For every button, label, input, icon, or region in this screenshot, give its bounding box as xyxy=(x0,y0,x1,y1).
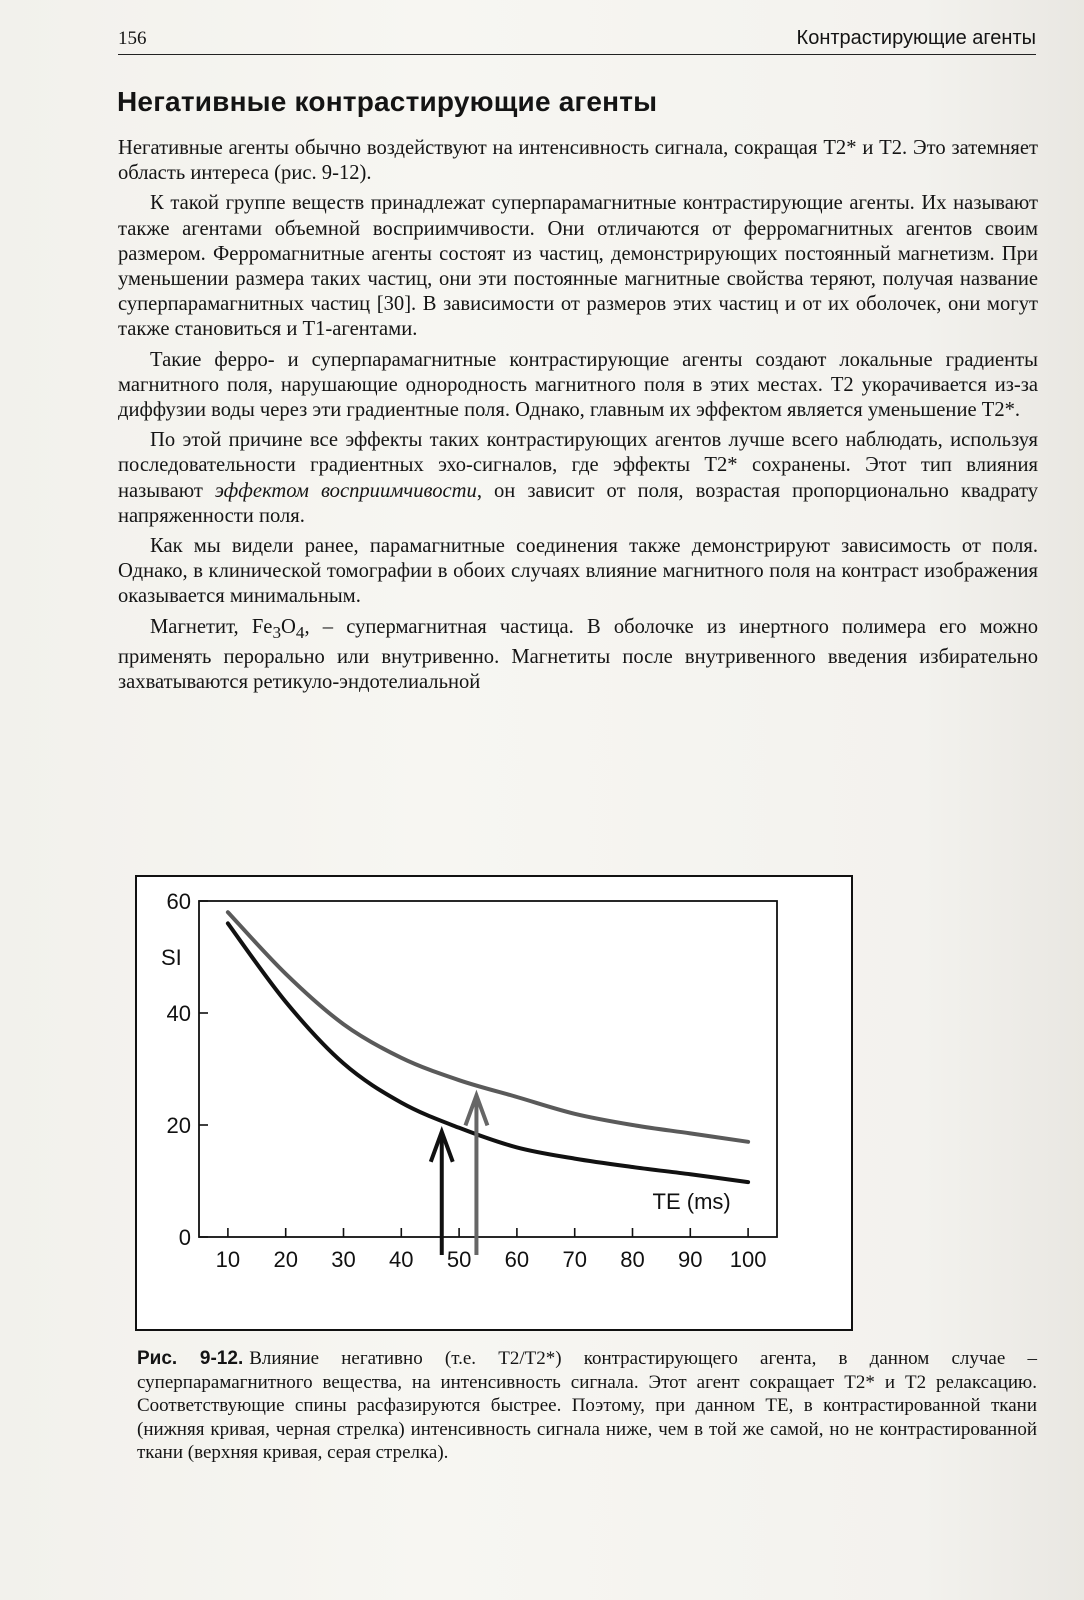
x-tick-label: 80 xyxy=(620,1247,645,1272)
paragraph-4-emphasis: эффектом восприимчивости xyxy=(214,479,477,502)
paragraph-6 xyxy=(118,615,1038,696)
x-axis-label: TE (ms) xyxy=(652,1189,731,1214)
x-tick-label: 30 xyxy=(331,1247,356,1272)
x-tick-label: 50 xyxy=(446,1247,472,1272)
caption-label: Рис. 9-12. xyxy=(137,1348,244,1369)
formula-subscript-4: 4 xyxy=(295,622,305,642)
caption-text: Влияние негативно (т.е. T2/T2*) контрастирующего агента, в данном случае – суперпарамагнитного вещества, на интенсивность сигнала. Этот агент сокращает T2* и T2 релаксацию. Соответствующие спины расфазируются быстрее. Поэтому, при данном TE, в контрастированной ткани (нижняя кривая, черная стрелка) интенсивность сигнала ниже, чем в той же самой, но не контрастированной ткани (верхняя кривая, серая стрелка). xyxy=(137,1348,1037,1463)
x-tick-label: 100 xyxy=(729,1247,767,1272)
si-te-chart xyxy=(137,877,851,1329)
x-tick-label: 60 xyxy=(504,1247,530,1272)
x-tick-label: 70 xyxy=(562,1247,587,1272)
plot-frame xyxy=(199,901,777,1237)
formula-subscript-3: 3 xyxy=(272,622,282,642)
body-text xyxy=(118,136,1038,700)
page-number: 156 xyxy=(118,28,147,49)
x-tick-label: 20 xyxy=(273,1247,298,1272)
paragraph-5: Как мы видели ранее, парамагнитные соединения также демонстрируют зависимость от поля. Однако, в клинической томографии в обоих случаях влияние магнитного поля на контраст изображения оказывается минимальным. xyxy=(118,535,1038,608)
paragraph-1: Негативные агенты обычно воздействуют на интенсивность сигнала, сокращая T2* и T2. Это затемняет область интереса (рис. 9-12). xyxy=(118,137,1038,185)
y-tick-label: 0 xyxy=(178,1225,191,1250)
paragraph-4 xyxy=(118,428,1038,529)
lower-curve-contrasted xyxy=(228,923,748,1182)
paragraph-2: К такой группе веществ принадлежат суперпарамагнитные контрастирующие агенты. Их называют также агентами объемной восприимчивости. Они отличаются от ферромагнитных агентов своим размером. Ферромагнитные агенты состоят из частиц, демонстрирующих постоянный магнетизм. При уменьшении размера таких частиц, они эти постоянные магнитные свойства теряют, получая название суперпарамагнитных частиц [30]. В зависимости от размеров этих частиц и от их оболочек, они могут также становиться и T1-агентами. xyxy=(118,192,1038,341)
figure-9-12 xyxy=(135,875,853,1331)
section-heading: Негативные контрастирующие агенты xyxy=(117,86,658,117)
page-header xyxy=(118,14,1036,55)
x-tick-label: 40 xyxy=(389,1247,414,1272)
figure-caption xyxy=(137,1347,1037,1465)
paragraph-4-text-end: , он зависит от поля, возрастая пропорционально квадрату напряженности поля. xyxy=(118,479,1039,527)
y-axis-label: SI xyxy=(161,945,182,970)
paragraph-6-text: Магнетит, Fe xyxy=(150,615,273,638)
paragraph-4-text: По этой причине все эффекты таких контрастирующих агентов лучше всего наблюдать, используя последовательности градиентных эхо-сигналов, где эффекты T2* сохранены. Этот тип влияния называют xyxy=(118,429,1038,502)
formula-oxygen: O xyxy=(281,615,296,638)
paragraph-6-text-end: , – супермагнитная частица. В оболочке из инертного полимера его можно применять перорально или внутривенно. Магнетиты после внутривенного введения избирательно захватываются ретикуло-эндотелиальной xyxy=(118,615,1039,694)
y-tick-label: 60 xyxy=(166,889,191,914)
x-tick-label: 90 xyxy=(678,1247,703,1272)
x-tick-label: 10 xyxy=(215,1247,241,1272)
running-title: Контрастирующие агенты xyxy=(796,27,1036,49)
y-tick-label: 40 xyxy=(166,1001,191,1026)
paragraph-3: Такие ферро- и суперпарамагнитные контрастирующие агенты создают локальные градиенты магнитного поля, нарушающие однородность магнитного поля в этих местах. T2 укорачивается из-за диффузии воды через эти градиентные поля. Однако, главным их эффектом является уменьшение T2*. xyxy=(118,348,1038,422)
y-tick-label: 20 xyxy=(166,1113,191,1138)
